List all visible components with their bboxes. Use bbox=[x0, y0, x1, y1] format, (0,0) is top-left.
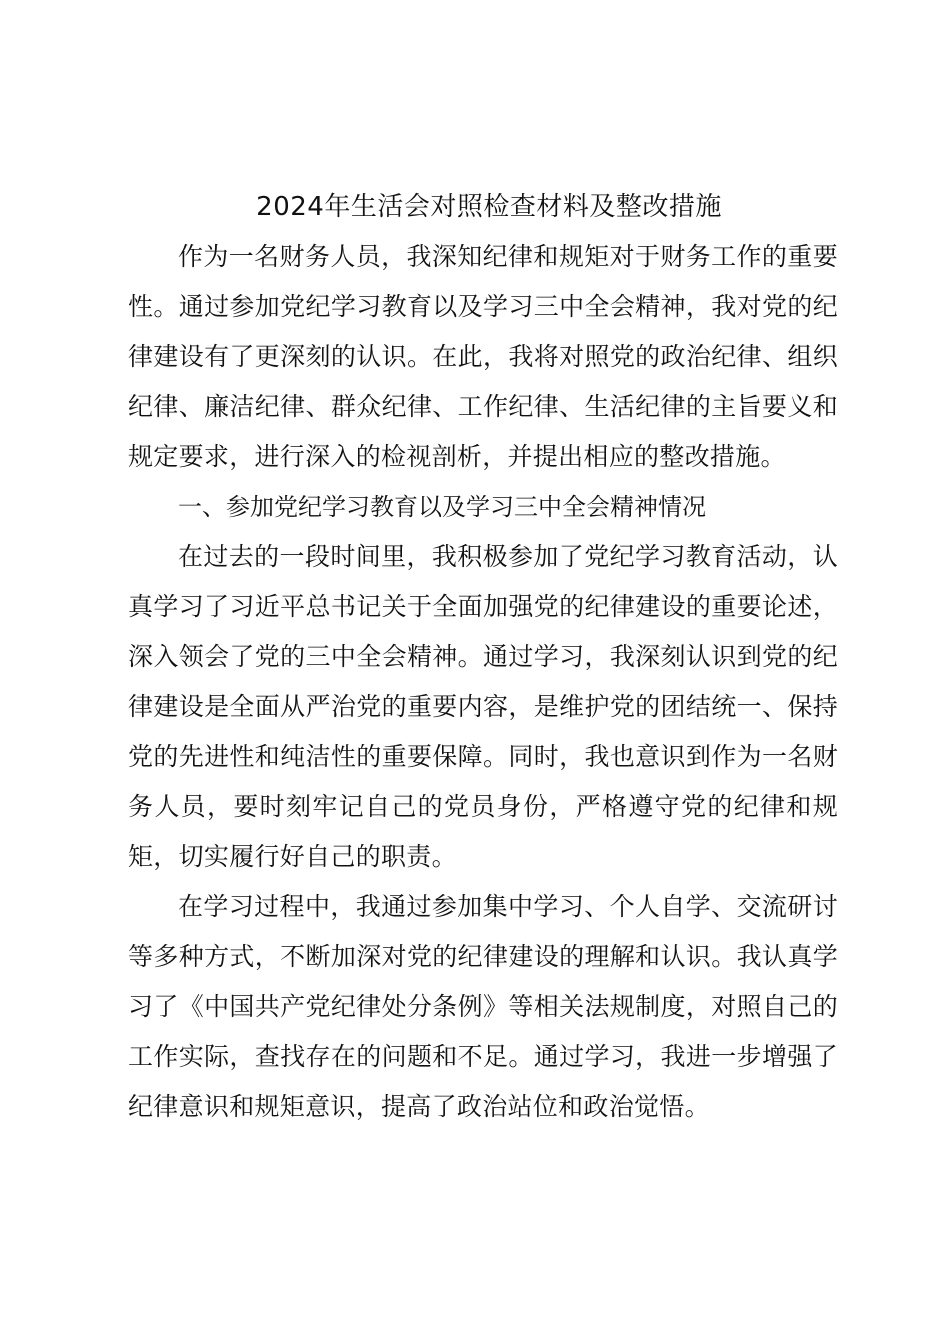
intro-paragraph: 作为一名财务人员，我深知纪律和规矩对于财务工作的重要性。通过参加党纪学习教育以及学习三中全会精神，我对党的纪律建设有了更深刻的认识。在此，我将对照党的政治纪律、组织纪律、廉洁纪律、群众纪律、工作纪律、生活纪律的主旨要义和规定要求，进行深入的检视剖析，并提出相应的整改措施。 bbox=[128, 242, 838, 471]
section-paragraph-1: 在过去的一段时间里，我积极参加了党纪学习教育活动，认真学习了习近平总书记关于全面加强党的纪律建设的重要论述，深入领会了党的三中全会精神。通过学习，我深刻认识到党的纪律建设是全面从严治党的重要内容，是维护党的团结统一、保持党的先进性和纯洁性的重要保障。同时，我也意识到作为一名财务人员，要时刻牢记自己的党员身份，严格遵守党的纪律和规矩，切实履行好自己的职责。 bbox=[128, 542, 838, 871]
document-body bbox=[128, 182, 838, 1132]
section-paragraph-2: 在学习过程中，我通过参加集中学习、个人自学、交流研讨等多种方式，不断加深对党的纪律建设的理解和认识。我认真学习了《中国共产党纪律处分条例》等相关法规制度，对照自己的工作实际，查找存在的问题和不足。通过学习，我进一步增强了纪律意识和规矩意识，提高了政治站位和政治觉悟。 bbox=[128, 892, 838, 1121]
document-title: 2024年生活会对照检查材料及整改措施 bbox=[256, 192, 722, 222]
section-heading: 一、参加党纪学习教育以及学习三中全会精神情况 bbox=[178, 493, 706, 521]
